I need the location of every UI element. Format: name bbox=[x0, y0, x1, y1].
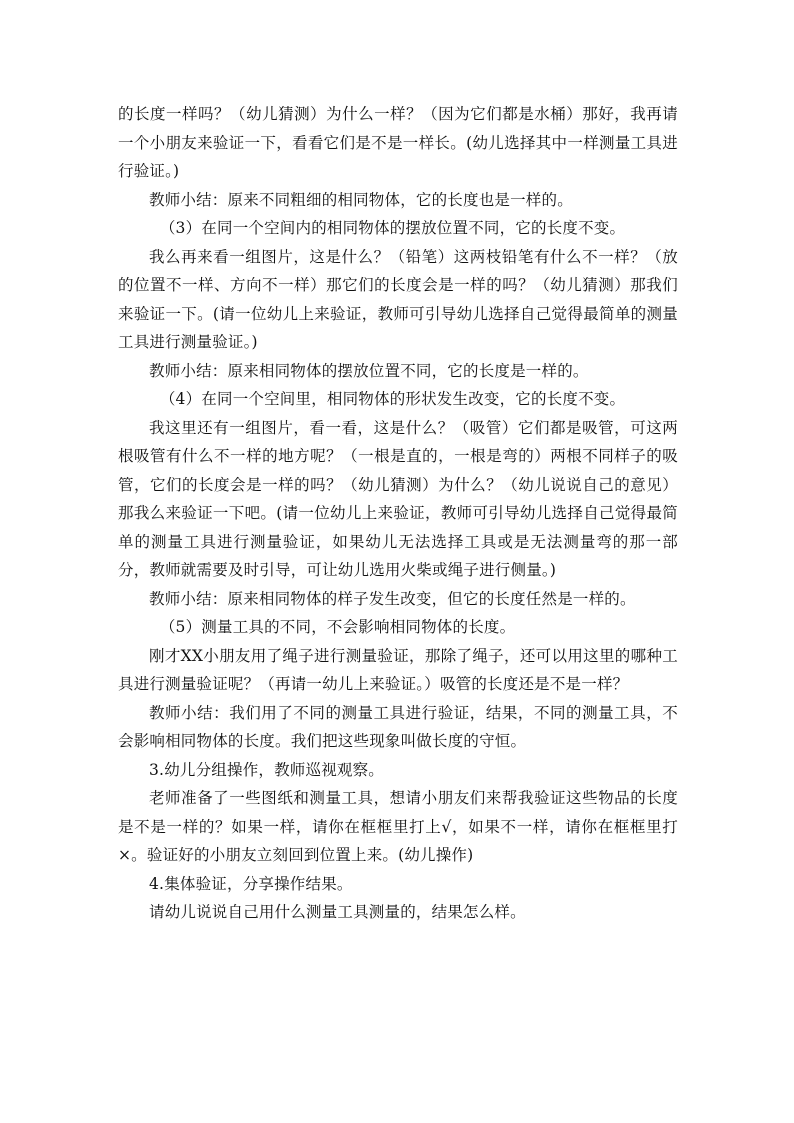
paragraph-group-operation: 老师准备了一些图纸和测量工具，想请小朋友们来帮我验证这些物品的长度是不是一样的？如果一样，请你在框框里打上√，如果不一样，请你在框框里打×。验证好的小朋友立刻回到位置上来。(幼儿操作) bbox=[118, 789, 678, 864]
paragraph-continuation: 的长度一样吗？（幼儿猜测）为什么一样？（因为它们都是水桶）那好，我再请一个小朋友来验证一下，看看它们是不是一样长。(幼儿选择其中一样测量工具进行验证。) bbox=[118, 105, 678, 180]
paragraph-section-5: （5）测量工具的不同，不会影响相同物体的长度。 bbox=[159, 618, 516, 636]
paragraph-straw-activity: 我这里还有一组图片，看一看，这是什么？（吸管）它们都是吸管，可这两根吸管有什么不一样的地方呢？（一根是直的，一根是弯的）两根不同样子的吸管，它们的长度会是一样的吗？（幼儿猜测）为什么？（幼儿说说自己的意见）那我么来验证一下吧。(请一位幼儿上来验证，教师可引导幼儿选择自己觉得最简单的测量工具进行测量验证，如果幼儿无法选择工具或是无法测量弯的那一部分，教师就需要及时引导，可让幼儿选用火柴或绳子进行侧量。) bbox=[118, 418, 678, 579]
paragraph-rope-activity: 刚才XX小朋友用了绳子进行测量验证，那除了绳子，还可以用这里的哪种工具进行测量验证呢？（再请一幼儿上来验证。）吸管的长度还是不是一样？ bbox=[118, 646, 678, 693]
paragraph-pencil-activity: 我么再来看一组图片，这是什么？（铅笔）这两枝铅笔有什么不一样？（放的位置不一样、方向不一样）那它们的长度会是一样的吗？（幼儿猜测）那我们来验证一下。(请一位幼儿上来验证，教师可引导幼儿选择自己觉得最简单的测量工具进行测量验证。) bbox=[118, 247, 678, 351]
paragraph-step-3-heading: 3.幼儿分组操作，教师巡视观察。 bbox=[149, 760, 384, 779]
document-body bbox=[118, 100, 678, 927]
paragraph-teacher-summary-2: 教师小结：原来相同物体的摆放位置不同，它的长度是一样的。 bbox=[149, 361, 589, 380]
paragraph-teacher-summary-3: 教师小结：原来相同物体的样子发生改变，但它的长度任然是一样的。 bbox=[149, 589, 636, 608]
paragraph-teacher-summary-1: 教师小结：原来不同粗细的相同物体，它的长度也是一样的。 bbox=[149, 190, 573, 209]
paragraph-section-3: （3）在同一个空间内的相同物体的摆放位置不同，它的长度不变。 bbox=[159, 219, 626, 237]
paragraph-teacher-summary-4: 教师小结：我们用了不同的测量工具进行验证，结果，不同的测量工具，不会影响相同物体的长度。我们把这些现象叫做长度的守恒。 bbox=[118, 703, 678, 750]
paragraph-section-4: （4）在同一个空间里，相同物体的形状发生改变，它的长度不变。 bbox=[159, 390, 626, 408]
paragraph-share-results: 请幼儿说说自己用什么测量工具测量的，结果怎么样。 bbox=[149, 903, 526, 921]
paragraph-step-4-heading: 4.集体验证，分享操作结果。 bbox=[149, 874, 353, 893]
